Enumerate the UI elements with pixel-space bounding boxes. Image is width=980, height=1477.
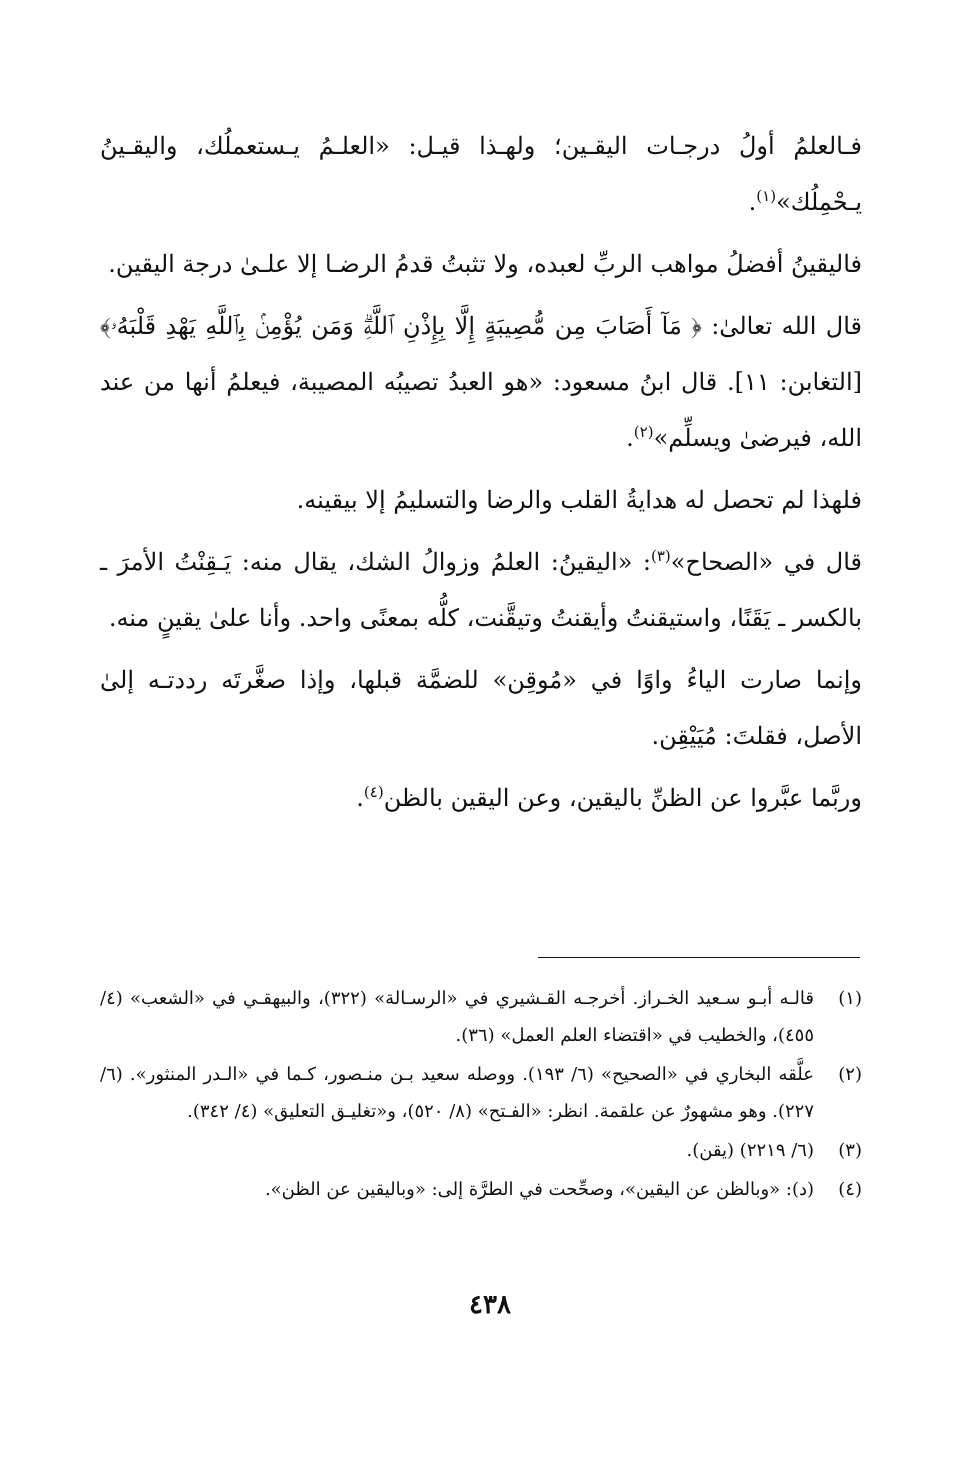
page-number: ٤٣٨ bbox=[469, 1290, 511, 1320]
paragraph bbox=[100, 770, 862, 826]
paragraph bbox=[100, 472, 862, 528]
footnote-item bbox=[100, 1132, 862, 1169]
footnote-number: (١) bbox=[838, 988, 862, 1009]
paragraph-text: فـالعلمُ أولُ درجـات اليقـين؛ ولهـذا قيـل: «العلـمُ يـستعملُك، واليقـينُ يـحْمِلُك» bbox=[100, 132, 862, 216]
footnote-ref[interactable]: (٤) bbox=[363, 783, 384, 801]
paragraph bbox=[100, 118, 862, 230]
footnote-number: (٤) bbox=[838, 1179, 862, 1200]
paragraph-text: فاليقينُ أفضلُ مواهب الربِّ لعبده، ولا تثبتُ قدمُ الرضـا إلا علـىٰ درجة اليقين. bbox=[108, 250, 862, 278]
paragraph-tail: . bbox=[356, 784, 364, 812]
footnote-number: (٣) bbox=[838, 1140, 862, 1161]
paragraph-tail: : «اليقينُ: العلمُ وزوالُ الشك، يقال منه: يَـقِنْتُ الأمرَ ـ بالكسر ـ يَقَنًا، واستيقنتُ وأيقنتُ وتيقَّنت، كلُّه بمعنًى واحد. وأنا علىٰ يقينٍ منه. bbox=[100, 548, 862, 632]
footnote-ref[interactable]: (٢) bbox=[633, 423, 654, 441]
paragraph-tail: . bbox=[748, 188, 757, 216]
footnote-divider bbox=[538, 957, 860, 958]
paragraph-text: وربَّما عبَّروا عن الظنِّ باليقين، وعن اليقين بالظن bbox=[383, 784, 862, 812]
paragraph-tail: . bbox=[626, 424, 634, 452]
paragraph bbox=[100, 652, 862, 764]
footnote-item bbox=[100, 1171, 862, 1208]
paragraph bbox=[100, 236, 862, 292]
footnote-item bbox=[100, 980, 862, 1054]
footnote-item bbox=[100, 1056, 862, 1130]
paragraph bbox=[100, 298, 862, 466]
footnote-number: (٢) bbox=[838, 1064, 862, 1085]
paragraph bbox=[100, 534, 862, 646]
paragraph-text: قال في «الصحاح» bbox=[670, 548, 862, 576]
paragraph-text: قال الله تعالىٰ: ﴿ مَآ أَصَابَ مِن مُّصِيبَةٍ إِلَّا بِإِذْنِ ٱللَّهِۗ وَمَن يُؤْمِنۢ بِٱللَّهِ يَهْدِ قَلْبَهُۥ﴾ [التغابن: ١١]. قال ابنُ مسعود: «هو العبدُ تصيبُه المصيبة، فيعلمُ أنها من عند الله، فيرضىٰ ويسلِّم» bbox=[100, 312, 863, 452]
footnote-text: (د): «وبالظن عن اليقين»، وصحِّحت في الطرَّة إلى: «وباليقين عن الظن». bbox=[264, 1179, 814, 1200]
main-text bbox=[100, 118, 862, 832]
footnote-text: قالـه أبـو سـعيد الخـراز. أخرجـه القـشيري في «الرسـالة» (٣٢٢)، والبيهقـي في «الشعب» (٤/ ٤٥٥)، والخطيب في «اقتضاء العلم العمل» (٣٦). bbox=[100, 988, 815, 1046]
paragraph-text: وإنما صارت الياءُ واوًا في «مُوقِن» للضمَّة قبلها، وإذا صغَّرتَه رددتـه إلىٰ الأصل، فقلتَ: مُيَيْقِن. bbox=[100, 666, 862, 750]
footnote-ref[interactable]: (١) bbox=[756, 187, 777, 205]
paragraph-text: فلهذا لم تحصل له هدايةُ القلب والرضا والتسليمُ إلا بيقينه. bbox=[296, 486, 862, 514]
footnotes bbox=[100, 980, 862, 1210]
footnote-ref[interactable]: (٣) bbox=[651, 547, 671, 565]
footnote-text: علَّقه البخاري في «الصحيح» (٦/ ١٩٣). ووصله سعيد بـن منـصور، كـما في «الـدر المنثور». (٦/ ٢٢٧). وهو مشهورٌ عن علقمة. انظر: «الفـتح» (٨/ ٥٢٠)، و«تغليـق التعليق» (٤/ ٣٤٢). bbox=[100, 1064, 814, 1122]
footnote-text: (٦/ ٢٢١٩) (يقن). bbox=[686, 1140, 814, 1161]
